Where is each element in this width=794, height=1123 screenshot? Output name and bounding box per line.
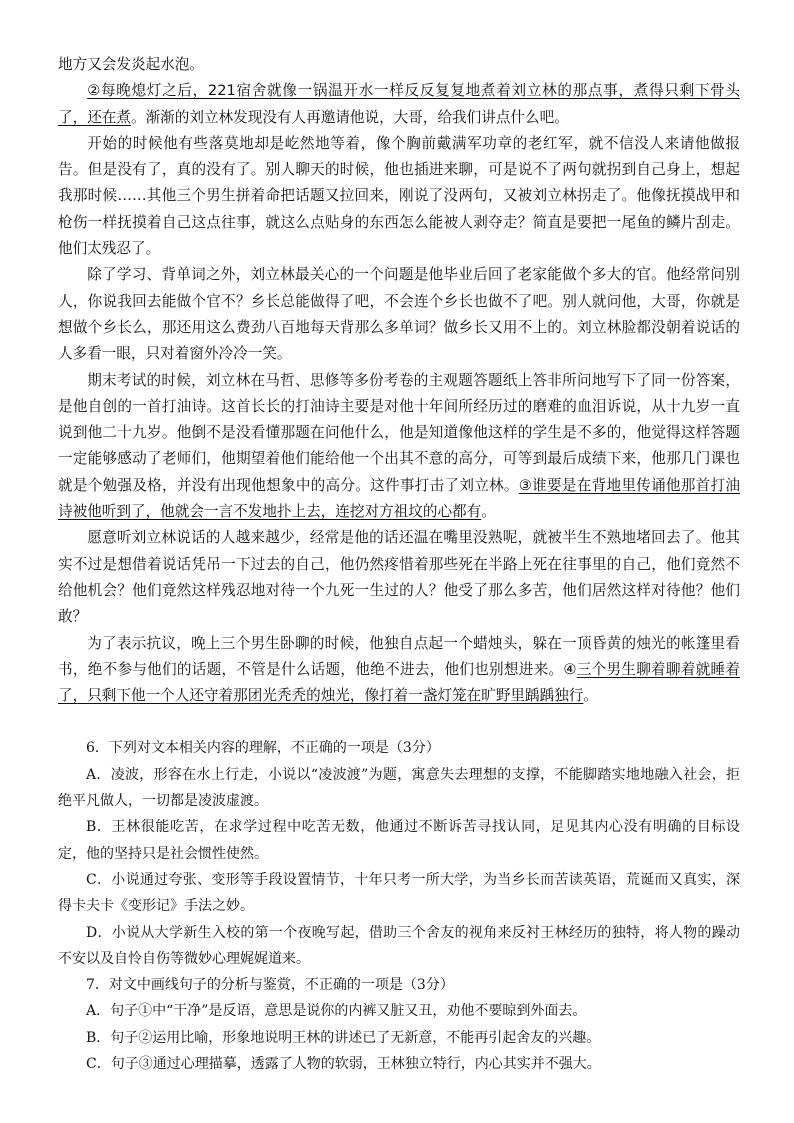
question-6-option-a: A．凌波，形容在水上行走，小说以“凌波渡”为题，寓意失去理想的支撑，不能脚踏实地地融入社会，拒绝平凡做人，一切都是凌波虚渡。 [58, 766, 740, 810]
passage-paragraph-6 [58, 631, 740, 710]
underlined-text-2: 每晚熄灯之后，221宿舍就像一锅温开水一样反反复复地煮着刘立林的那点事，煮得只剩下骨头了，还在煮 [58, 82, 741, 126]
question-6-option-c: C．小说通过夸张、变形等手段设置情节，十年只考一所大学，为当乡长而苦读英语，荒诞而又真实，深得卡夫卡《变形记》手法之妙。 [58, 871, 740, 915]
passage-paragraph-0: 地方又会发炎起水泡。 [58, 56, 204, 73]
question-7-option-c: C．句子③通过心理描摹，透露了人物的软弱，王林独立特行，内心其实并不强大。 [86, 1055, 601, 1072]
question-7-option-b: B．句子②运用比喻，形象地说明王林的讲述已了无新意，不能再引起舍友的兴趣。 [86, 1029, 601, 1046]
question-6-option-b: B．王林很能吃苦，在求学过程中吃苦无数，他通过不断诉苦寻找认同，足见其内心没有明确的目标设定，他的坚持只是社会惯性使然。 [58, 819, 740, 862]
sentence-marker-4: ④ [563, 660, 577, 678]
sentence-marker-3: ③ [518, 476, 533, 494]
question-6-option-d: D．小说从大学新生入校的第一个夜晚写起，借助三个舍友的视角来反衬王林经历的独特，将人物的躁动不安以及自怜自伤等微妙心理娓娓道来。 [58, 924, 740, 967]
document-page [58, 52, 740, 1077]
question-7-stem: 7．对文中画线句子的分析与鉴赏，不正确的一项是（3分） [86, 977, 454, 994]
question-7-option-a: A．句子①中“干净”是反语，意思是说你的内裤又脏又丑，劝他不要晾到外面去。 [86, 1003, 587, 1020]
question-6-stem: 6．下列对文本相关内容的理解，不正确的一项是（3分） [86, 740, 440, 757]
section-gap [58, 709, 740, 735]
paragraph-6-tail: 。 [583, 687, 598, 705]
passage-paragraph-3: 除了学习、背单词之外，刘立林最关心的一个问题是他毕业后回了老家能做个多大的官。他经常问别人，你说我回去能做个官不？乡长总能做得了吧，不会连个乡长也做不了吧。别人就问他，大哥，你就是想做个乡长么，那还用这么费劲八百地每天背那么多单词？做乡长又用不上的。刘立林脸都没朝着说话的人多看一眼，只对着窗外冷冷一笑。 [58, 266, 740, 363]
paragraph-4-head: 期末考试的时候，刘立林在马哲、思修等多份考卷的主观题答题纸上答非所问地写下了同一份答案，是他自创的一首打油诗。这首长长的打油诗主要是对他十年间所经历过的磨难的血泪诉说，从十九岁一直说到他二十九岁。他倒不是没看懂那题在问他什么，他是知道像他这样的学生是不多的，他觉得这样答题一定能够感动了老师们，他期望着他们能给他一个出其不意的高分，可等到最后成绩下来，他那几门课也就是个勉强及格，并没有出现他想象中的高分。这件事打击了刘立林。 [58, 371, 740, 494]
underlined-text-3: 谁要是在背地里传诵他那首打油诗被他听到了，他就会一言不发地扑上去，连挖对方祖坟的心都有 [58, 476, 740, 521]
passage-paragraph-4 [58, 368, 740, 526]
underlined-sentence-4: 三个男生聊着聊着就睡着了，只剩下他一个人还守着那团光秃秃的烛光，像打着一盏灯笼在旷野里踽踽独行 [58, 660, 740, 705]
sentence-marker-2: ② [87, 82, 101, 100]
passage-paragraph-1 [58, 78, 740, 131]
passage-paragraph-5: 愿意听刘立林说话的人越来越少，经常是他的话还温在嘴里没熟呢，就被半生不熟地堵回去了。他其实不过是想借着说话凭吊一下过去的自己，他仍然疼惜着那些死在半路上死在往事里的自己，他们竟然不给他机会？他们竟然这样残忍地对待一个九死一生过的人？他受了那么多苦，他们居然这样对待他？他们敢？ [58, 529, 740, 626]
passage-paragraph-2: 开始的时候他有些落莫地却是屹然地等着，像个胸前戴满军功章的老红军，就不信没人来请他做报告。但是没有了，真的没有了。别人聊天的时候，他也插进来聊，可是说不了两句就拐到自己身上，想起我那时候……其他三个男生拼着命把话题又拉回来，刚说了没两句，又被刘立林拐走了。他像抚摸战甲和枪伤一样抚摸着自己这点往事，就这么点贴身的东西怎么能被人剥夺走？简直是要把一尾鱼的鳞片刮走。他们太残忍了。 [58, 134, 740, 258]
paragraph-6-head: 为了表示抗议，晚上三个男生卧聊的时候，他独自点起一个蜡烛头，躲在一顶昏黄的烛光的帐篷里看书，绝不参与他们的话题，不管是什么话题，他绝不进去，他们也别想进来。 [58, 634, 740, 678]
paragraph-4-tail: 。 [481, 503, 496, 521]
paragraph-1-tail: 。渐渐的刘立林发现没有人再邀请他说，大哥，给我们讲点什么吧。 [130, 108, 569, 126]
